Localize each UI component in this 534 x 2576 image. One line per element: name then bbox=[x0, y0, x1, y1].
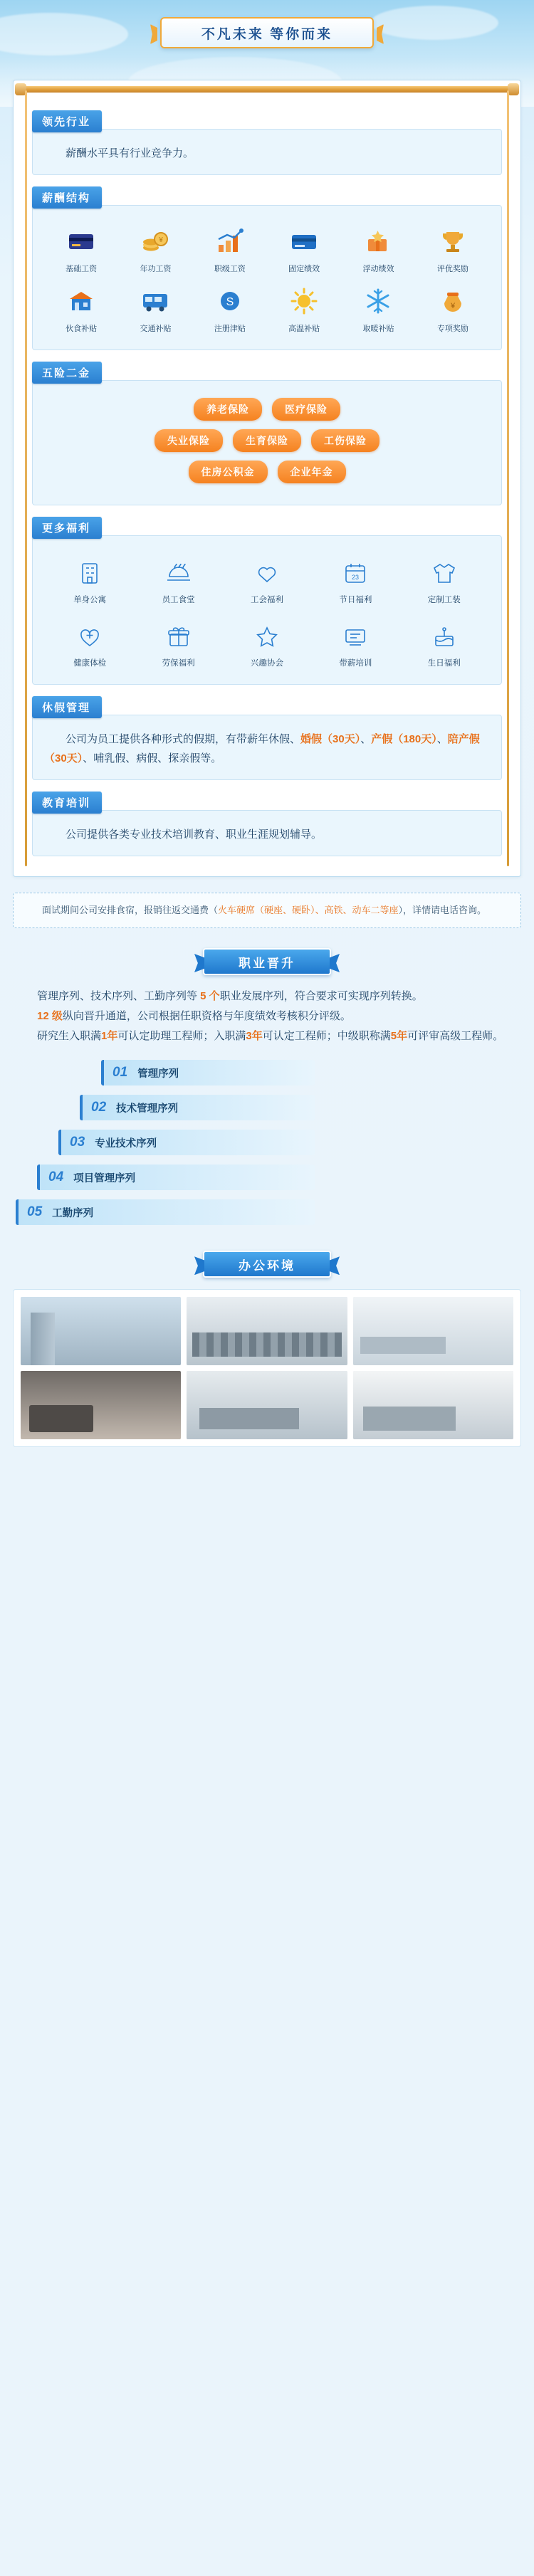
office-photo-grid bbox=[13, 1289, 521, 1447]
section-tag-education: 教育培训 bbox=[32, 792, 102, 814]
ladder-row bbox=[16, 1163, 518, 1192]
welfare-item bbox=[402, 621, 487, 668]
ladder-label: 项目管理序列 bbox=[73, 1172, 136, 1184]
salary-item-label: 注册津贴 bbox=[214, 325, 246, 333]
insurance-pill: 生育保险 bbox=[233, 429, 301, 452]
cloud-decoration bbox=[370, 6, 498, 40]
ladder-label: 专业技术序列 bbox=[95, 1137, 157, 1150]
welfare-item bbox=[135, 557, 221, 605]
coins-icon bbox=[137, 224, 174, 258]
welfare-item-label: 定制工装 bbox=[427, 596, 461, 604]
welfare-item-label: 单身公寓 bbox=[73, 596, 107, 604]
promotion-paragraph: 12 级纵向晋升通道，公司根据任职资格与年度绩效考核积分评级。 bbox=[37, 1009, 351, 1022]
interview-notice: 面试期间公司安排食宿，报销往返交通费（火车硬席（硬座、硬卧）、高铁、动车二等座），详情请电话咨询。 bbox=[13, 893, 521, 928]
section-body-welfare bbox=[32, 535, 502, 685]
welfare-item bbox=[47, 557, 132, 605]
welfare-item bbox=[313, 621, 398, 668]
health-check-icon bbox=[73, 621, 106, 652]
promotion-paragraph: 研究生入职满1年可认定助理工程师；入职满3年可认定工程师；中级职称满5年可评审高级工程师。 bbox=[37, 1029, 504, 1042]
banner-title-ribbon bbox=[160, 17, 374, 48]
lounge-photo bbox=[21, 1371, 181, 1439]
apartment-icon bbox=[73, 557, 106, 589]
chart-up-icon bbox=[211, 224, 248, 258]
banner-title: 不凡未来 等你而来 bbox=[201, 26, 333, 42]
money-bag-icon bbox=[434, 284, 471, 318]
insurance-pill: 养老保险 bbox=[194, 398, 262, 421]
svg-text:S: S bbox=[226, 296, 234, 308]
welfare-item-label: 员工食堂 bbox=[162, 596, 195, 604]
welfare-item-label: 带薪培训 bbox=[339, 659, 372, 668]
promotion-paragraphs bbox=[0, 987, 534, 1046]
office-heading: 办公环境 bbox=[203, 1251, 331, 1278]
conference-hall-photo bbox=[187, 1297, 347, 1365]
insurance-pill: 企业年金 bbox=[278, 461, 346, 483]
insurance-pill-rows bbox=[44, 395, 490, 493]
insurance-pill: 医疗保险 bbox=[272, 398, 340, 421]
welfare-item bbox=[47, 621, 132, 668]
section-tag-industry: 领先行业 bbox=[32, 110, 102, 132]
salary-item-label: 取暖补贴 bbox=[362, 325, 394, 333]
card-icon bbox=[63, 224, 100, 258]
scroll-side-line-right bbox=[507, 90, 509, 866]
gift-icon bbox=[162, 621, 195, 652]
salary-item-label: 高温补贴 bbox=[288, 325, 320, 333]
welfare-item-label: 兴趣协会 bbox=[250, 659, 283, 668]
open-office-photo bbox=[353, 1297, 513, 1365]
vacation-text: 公司为员工提供各种形式的假期，有带薪年休假、婚假（30天）、产假（180天）、陪产假（30天）、哺乳假、病假、探亲假等。 bbox=[44, 733, 480, 764]
section-tag-salary: 薪酬结构 bbox=[32, 186, 102, 209]
section-body-education bbox=[32, 810, 502, 856]
salary-item bbox=[46, 224, 117, 274]
welfare-item bbox=[402, 557, 487, 605]
promotion-heading: 职业晋升 bbox=[203, 948, 331, 975]
ladder-label: 技术管理序列 bbox=[116, 1103, 179, 1115]
ladder-row bbox=[16, 1198, 518, 1226]
welfare-item-label: 劳保福利 bbox=[162, 659, 195, 668]
industry-text: 薪酬水平具有行业竞争力。 bbox=[66, 147, 194, 159]
snowflake-icon bbox=[360, 284, 397, 318]
gift-star-icon bbox=[360, 224, 397, 258]
insurance-row bbox=[44, 461, 490, 483]
salary-item-label: 年功工资 bbox=[140, 265, 172, 273]
welfare-item bbox=[224, 557, 310, 605]
salary-item bbox=[268, 284, 340, 334]
salary-item bbox=[194, 224, 266, 274]
salary-item bbox=[120, 284, 191, 334]
ladder-number: 03 bbox=[70, 1135, 85, 1150]
ladder-label: 管理序列 bbox=[137, 1068, 179, 1080]
welfare-item-label: 生日福利 bbox=[427, 659, 461, 668]
salary-item bbox=[46, 284, 117, 334]
welfare-item bbox=[224, 621, 310, 668]
insurance-row bbox=[44, 398, 490, 421]
salary-item bbox=[417, 224, 488, 274]
ladder-number: 01 bbox=[112, 1065, 128, 1081]
heart-hand-icon bbox=[251, 557, 283, 589]
training-icon bbox=[339, 621, 372, 652]
svg-text:¥: ¥ bbox=[450, 302, 455, 310]
salary-item-label: 职级工资 bbox=[214, 265, 246, 273]
section-industry bbox=[32, 110, 502, 175]
insurance-pill: 失业保险 bbox=[155, 429, 223, 452]
ladder-number: 04 bbox=[48, 1169, 64, 1185]
bus-icon bbox=[137, 284, 174, 318]
ladder-row bbox=[16, 1093, 518, 1122]
salary-item-label: 交通补贴 bbox=[140, 325, 172, 333]
section-more-welfare bbox=[32, 517, 502, 685]
meal-icon bbox=[162, 557, 195, 589]
cloud-decoration bbox=[0, 13, 128, 56]
section-tag-insurance: 五险二金 bbox=[32, 362, 102, 384]
section-body-industry bbox=[32, 129, 502, 175]
salary-item-label: 基础工资 bbox=[66, 265, 98, 273]
svg-text:23: 23 bbox=[352, 574, 360, 581]
scroll-knob-right bbox=[508, 83, 519, 95]
ladder-label: 工勤序列 bbox=[52, 1207, 94, 1219]
section-salary-structure bbox=[32, 186, 502, 350]
svg-text:¥: ¥ bbox=[159, 236, 164, 244]
welfare-item-label: 工会福利 bbox=[250, 596, 283, 604]
sun-icon bbox=[286, 284, 323, 318]
welfare-item bbox=[313, 557, 398, 605]
calendar-icon bbox=[339, 557, 372, 589]
section-vacation bbox=[32, 696, 502, 780]
section-body-insurance bbox=[32, 380, 502, 505]
section-tag-welfare: 更多福利 bbox=[32, 517, 102, 539]
pantry-photo bbox=[353, 1371, 513, 1439]
salary-item-label: 评优奖励 bbox=[436, 265, 468, 273]
promotion-paragraph: 管理序列、技术序列、工勤序列等 5 个职业发展序列，符合要求可实现序列转换。 bbox=[37, 990, 423, 1003]
canteen-icon bbox=[63, 284, 100, 318]
office-building-photo bbox=[21, 1297, 181, 1365]
salary-item bbox=[342, 224, 414, 274]
insurance-row bbox=[44, 429, 490, 452]
education-text: 公司提供各类专业技术培训教育、职业生涯规划辅导。 bbox=[66, 829, 323, 841]
card-blue-icon bbox=[286, 224, 323, 258]
scroll-side-line-left bbox=[25, 90, 27, 866]
salary-item bbox=[194, 284, 266, 334]
meeting-room-photo bbox=[187, 1371, 347, 1439]
section-body-vacation bbox=[32, 715, 502, 780]
welfare-item-label: 健康体检 bbox=[73, 659, 107, 668]
salary-item-label: 固定绩效 bbox=[288, 265, 320, 273]
section-body-salary bbox=[32, 205, 502, 350]
ladder-row bbox=[16, 1058, 518, 1087]
salary-item bbox=[120, 224, 191, 274]
salary-icon-grid bbox=[44, 220, 490, 338]
ladder-number: 05 bbox=[27, 1204, 43, 1220]
section-insurance bbox=[32, 362, 502, 505]
scroll-rod-top bbox=[21, 86, 513, 93]
salary-item-label: 伙食补贴 bbox=[66, 325, 98, 333]
section-tag-vacation: 休假管理 bbox=[32, 696, 102, 718]
insurance-pill: 住房公积金 bbox=[189, 461, 268, 483]
salary-item bbox=[268, 224, 340, 274]
welfare-item bbox=[135, 621, 221, 668]
cake-icon bbox=[428, 621, 461, 652]
insurance-pill: 工伤保险 bbox=[311, 429, 379, 452]
promotion-ladder bbox=[16, 1058, 518, 1226]
salary-item bbox=[417, 284, 488, 334]
content-scroll-panel bbox=[13, 80, 521, 877]
welfare-item-label: 节日福利 bbox=[339, 596, 372, 604]
section-education bbox=[32, 792, 502, 856]
badge-s-icon bbox=[211, 284, 248, 318]
salary-item bbox=[342, 284, 414, 334]
salary-item-label: 专项奖励 bbox=[436, 325, 468, 333]
ladder-row bbox=[16, 1128, 518, 1157]
shirt-icon bbox=[428, 557, 461, 589]
ladder-number: 02 bbox=[91, 1100, 107, 1115]
trophy-icon bbox=[434, 224, 471, 258]
star-icon bbox=[251, 621, 283, 652]
welfare-icon-grid bbox=[44, 550, 490, 673]
salary-item-label: 浮动绩效 bbox=[362, 265, 394, 273]
